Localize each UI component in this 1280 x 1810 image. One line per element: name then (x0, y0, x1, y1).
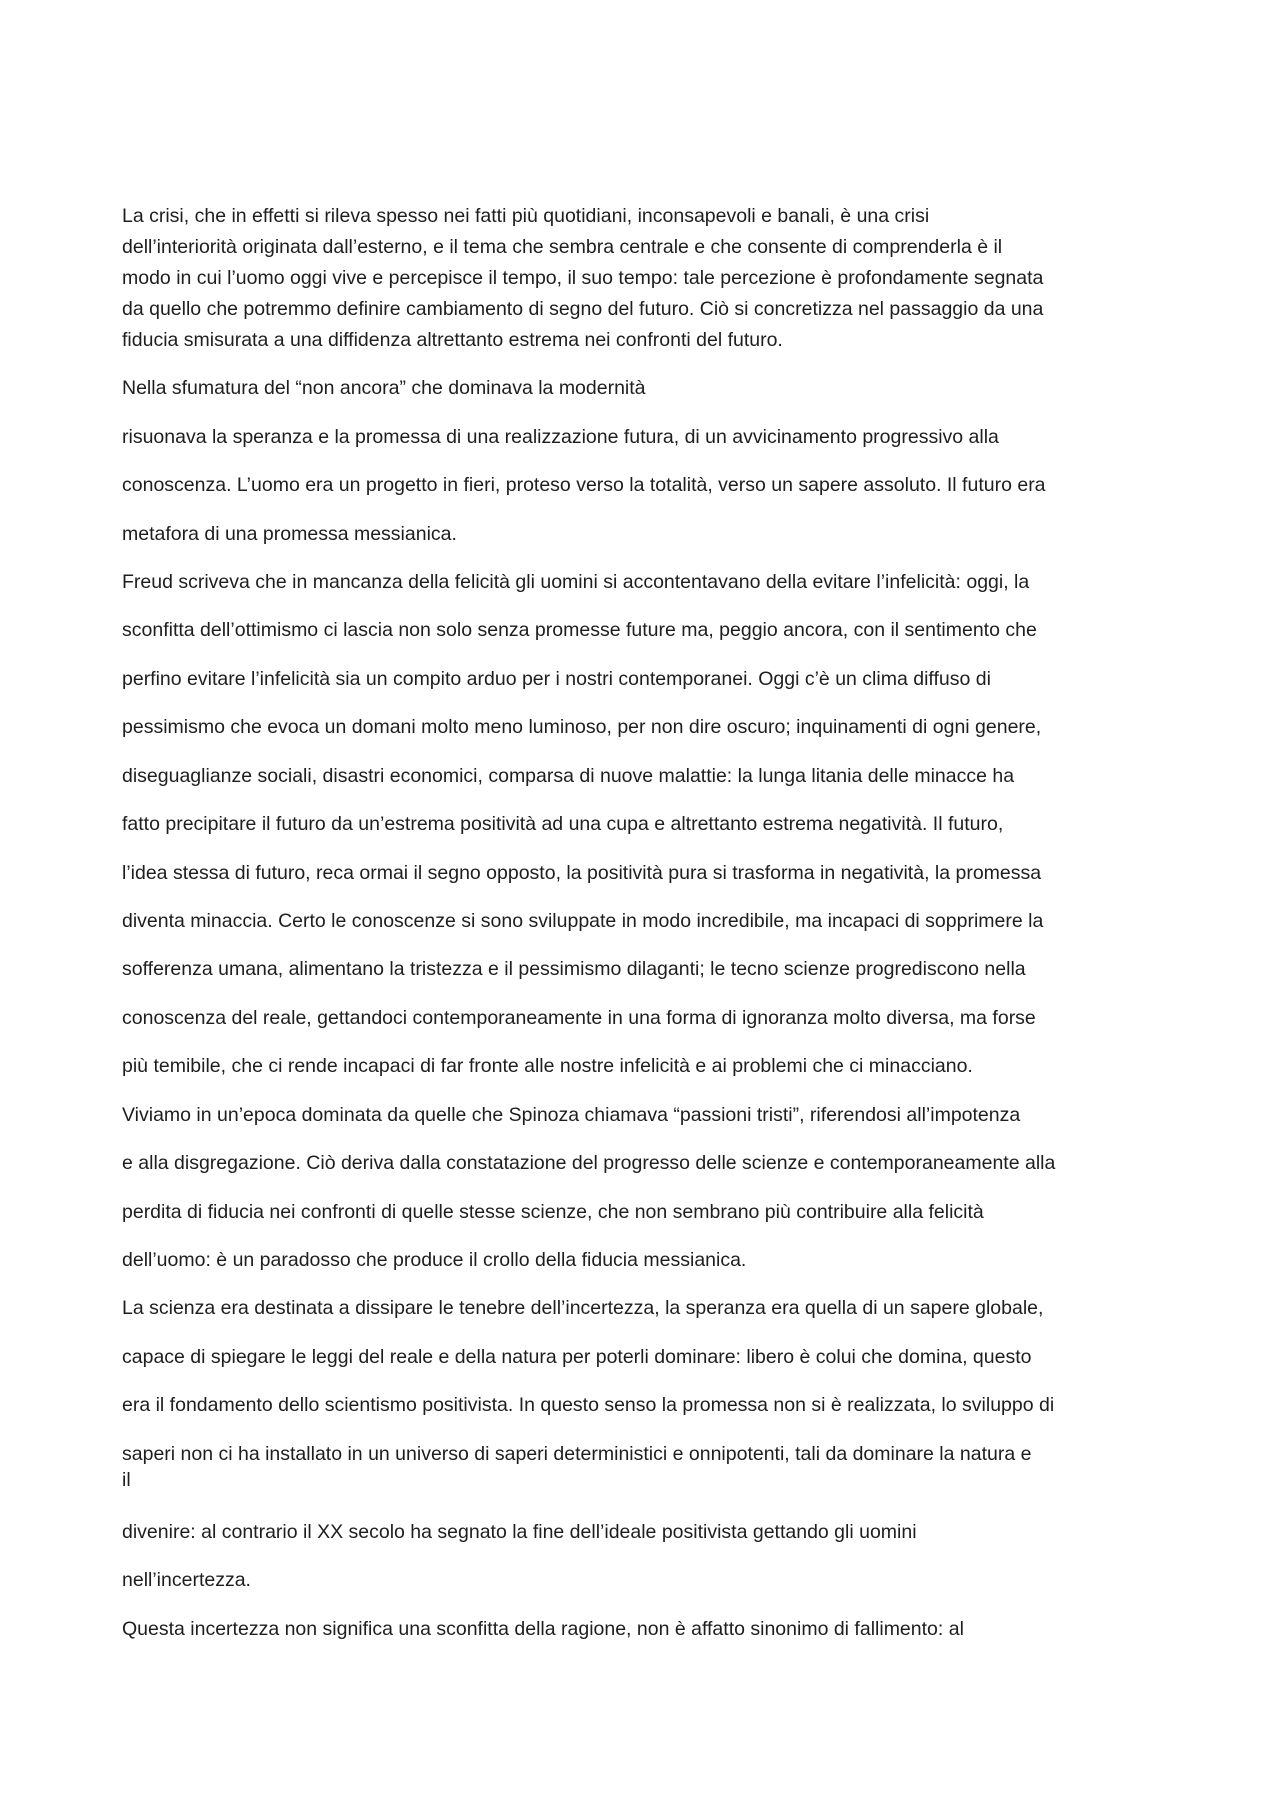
text-line: perfino evitare l’infelicità sia un compito arduo per i nostri contemporanei. Oggi c’è un clima diffuso di (122, 668, 991, 690)
text-line: sconfitta dell’ottimismo ci lascia non solo senza promesse future ma, peggio ancora, con il sentimento che (122, 619, 1037, 641)
text-line: saperi non ci ha installato in un universo di saperi deterministici e onnipotenti, tali da dominare la natura e (122, 1443, 1032, 1465)
text-line: e alla disgregazione. Ciò deriva dalla constatazione del progresso delle scienze e contemporaneamente alla (122, 1152, 1056, 1174)
text-line: modo in cui l’uomo oggi vive e percepisce il tempo, il suo tempo: tale percezione è profondamente segnata (122, 267, 1044, 289)
text-line: fatto precipitare il futuro da un’estrema positività ad una cupa e altrettanto estrema negatività. Il futuro, (122, 813, 1004, 835)
text-line: pessimismo che evoca un domani molto meno luminoso, per non dire oscuro; inquinamenti di ogni genere, (122, 716, 1042, 738)
text-line: capace di spiegare le leggi del reale e della natura per poterli dominare: libero è colui che domina, questo (122, 1346, 1032, 1368)
text-line: Nella sfumatura del “non ancora” che dominava la modernità (122, 377, 646, 399)
text-line: risuonava la speranza e la promessa di una realizzazione futura, di un avvicinamento progressivo alla (122, 426, 999, 448)
text-line: era il fondamento dello scientismo positivista. In questo senso la promessa non si è realizzata, lo sviluppo di (122, 1394, 1055, 1416)
text-line: più temibile, che ci rende incapaci di far fronte alle nostre infelicità e ai problemi che ci minacciano. (122, 1055, 973, 1077)
text-line: conoscenza. L’uomo era un progetto in fieri, proteso verso la totalità, verso un sapere assoluto. Il futuro era (122, 474, 1046, 496)
text-line: Freud scriveva che in mancanza della felicità gli uomini si accontentavano della evitare l’infelicità: oggi, la (122, 571, 1030, 593)
text-line: sofferenza umana, alimentano la tristezza e il pessimismo dilaganti; le tecno scienze progrediscono nella (122, 958, 1026, 980)
text-line: il (122, 1469, 131, 1491)
text-line: Viviamo in un’epoca dominata da quelle che Spinoza chiamava “passioni tristi”, riferendosi all’impotenza (122, 1104, 1021, 1126)
text-line: dell’uomo: è un paradosso che produce il crollo della fiducia messianica. (122, 1249, 747, 1271)
text-line: divenire: al contrario il XX secolo ha segnato la fine dell’ideale positivista gettando gli uomini (122, 1521, 917, 1543)
text-line: conoscenza del reale, gettandoci contemporaneamente in una forma di ignoranza molto diversa, ma forse (122, 1007, 1036, 1029)
text-line: La crisi, che in effetti si rileva spesso nei fatti più quotidiani, inconsapevoli e banali, è una crisi (122, 205, 930, 227)
text-line: diventa minaccia. Certo le conoscenze si sono sviluppate in modo incredibile, ma incapaci di sopprimere la (122, 910, 1044, 932)
text-line: metafora di una promessa messianica. (122, 523, 457, 545)
text-line: perdita di fiducia nei confronti di quelle stesse scienze, che non sembrano più contribuire alla felicità (122, 1201, 984, 1223)
text-line: La scienza era destinata a dissipare le tenebre dell’incertezza, la speranza era quella di un sapere globale, (122, 1297, 1044, 1319)
text-line: Questa incertezza non significa una sconfitta della ragione, non è affatto sinonimo di fallimento: al (122, 1618, 964, 1640)
text-line: l’idea stessa di futuro, reca ormai il segno opposto, la positività pura si trasforma in negatività, la promessa (122, 862, 1042, 884)
text-line: dell’interiorità originata dall’esterno, e il tema che sembra centrale e che consente di comprenderla è il (122, 236, 1003, 258)
text-line: diseguaglianze sociali, disastri economici, comparsa di nuove malattie: la lunga litania delle minacce ha (122, 765, 1015, 787)
text-line: fiducia smisurata a una diffidenza altrettanto estrema nei confronti del futuro. (122, 329, 783, 351)
text-line: da quello che potremmo definire cambiamento di segno del futuro. Ciò si concretizza nel passaggio da una (122, 298, 1044, 320)
text-line: nell’incertezza. (122, 1569, 251, 1591)
